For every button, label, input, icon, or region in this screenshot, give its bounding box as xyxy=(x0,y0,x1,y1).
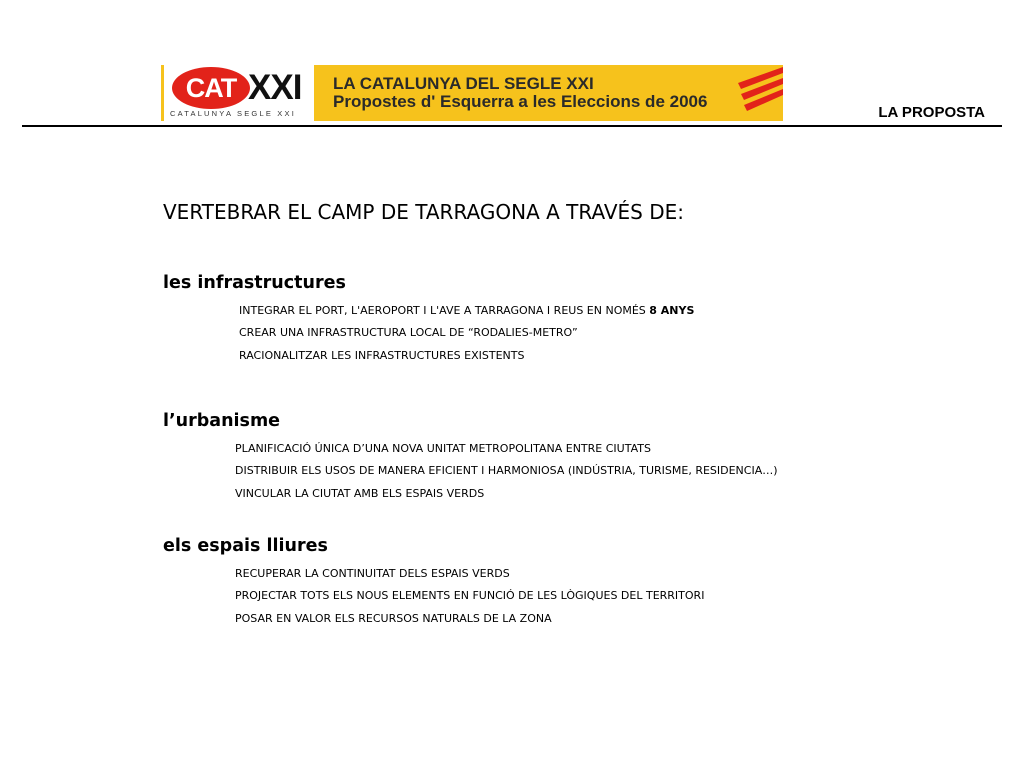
list-item: RACIONALITZAR LES INFRASTRUCTURES EXISTENTS xyxy=(239,349,525,362)
banner-title: LA CATALUNYA DEL SEGLE XXI xyxy=(333,74,594,93)
list-item: PROJECTAR TOTS ELS NOUS ELEMENTS EN FUNCIÓ DE LES LÒGIQUES DEL TERRITORI xyxy=(235,589,705,602)
emphasis-text: 8 ANYS xyxy=(649,304,695,317)
section-title-urbanisme: l’urbanisme xyxy=(163,411,281,431)
logo-cat-text: CAT xyxy=(172,67,250,109)
list-item: POSAR EN VALOR ELS RECURSOS NATURALS DE LA ZONA xyxy=(235,612,552,625)
section-title-espais-lliures: els espais lliures xyxy=(163,536,328,556)
header-divider xyxy=(22,125,1002,127)
page-heading: VERTEBRAR EL CAMP DE TARRAGONA A TRAVÉS DE: xyxy=(163,200,684,224)
catxxi-logo xyxy=(161,65,312,121)
list-item: CREAR UNA INFRASTRUCTURA LOCAL DE “RODALIES-METRO” xyxy=(239,326,578,339)
banner-title-box xyxy=(314,65,783,121)
list-item: RECUPERAR LA CONTINUITAT DELS ESPAIS VERDS xyxy=(235,567,510,580)
list-item: INTEGRAR EL PORT, L'AEROPORT I L'AVE A TARRAGONA I REUS EN NOMÉS 8 ANYS xyxy=(239,304,695,317)
header-banner xyxy=(161,65,783,121)
list-item: VINCULAR LA CIUTAT AMB ELS ESPAIS VERDS xyxy=(235,487,485,500)
logo-xxi-text: XXI xyxy=(248,68,302,107)
section-label: LA PROPOSTA xyxy=(878,104,985,121)
logo-subtitle: CATALUNYA SEGLE XXI xyxy=(170,109,296,118)
list-item: DISTRIBUIR ELS USOS DE MANERA EFICIENT I HARMONIOSA (INDÚSTRIA, TURISME, RESIDENCIA…) xyxy=(235,464,778,477)
section-title-infrastructures: les infrastructures xyxy=(163,273,346,293)
list-item: PLANIFICACIÓ ÚNICA D’UNA NOVA UNITAT METROPOLITANA ENTRE CIUTATS xyxy=(235,442,651,455)
banner-subtitle: Propostes d' Esquerra a les Eleccions de 2006 xyxy=(333,92,708,111)
senyera-stripes-icon xyxy=(722,65,783,121)
